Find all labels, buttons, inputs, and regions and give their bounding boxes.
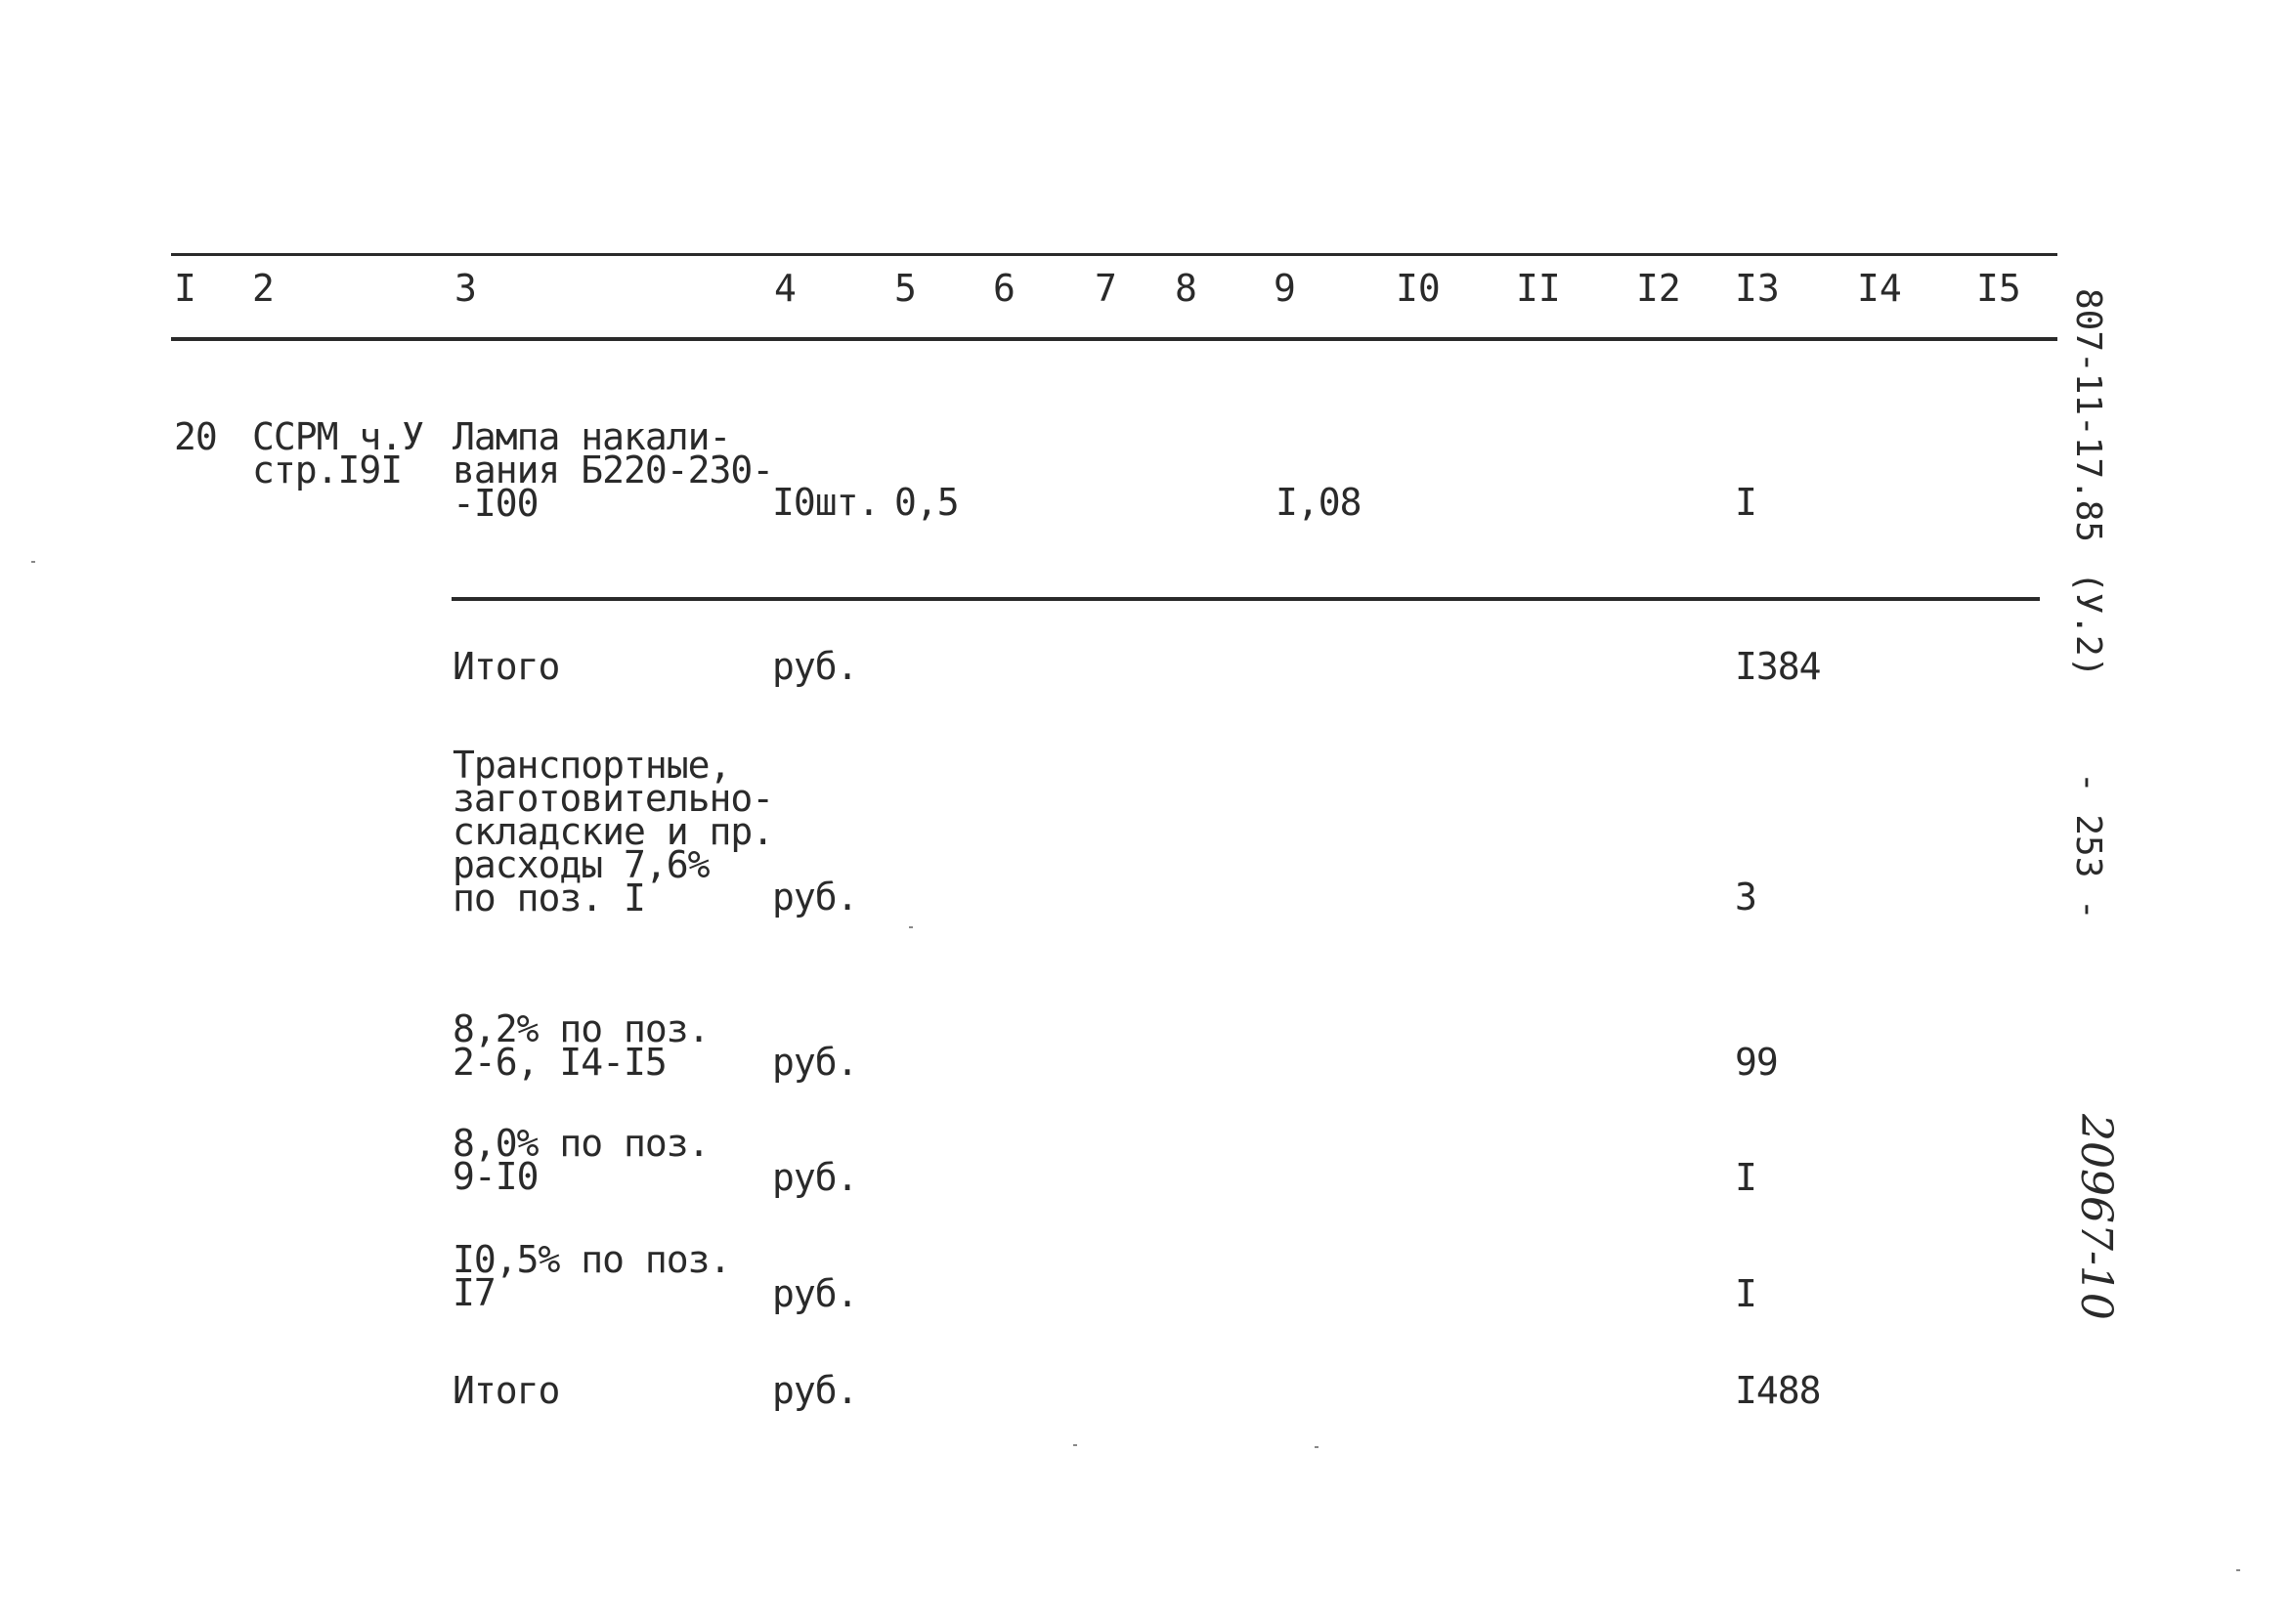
overhead-10-5-unit: руб. xyxy=(772,1272,858,1315)
transport-label: Транспортные, заготовительно- складские и пр. расходы 7,6% по поз. I xyxy=(453,744,774,919)
table-top-rule xyxy=(171,253,2057,256)
column-header-6: 6 xyxy=(993,267,1016,310)
item-source: ССРМ ч.У стр.I9I xyxy=(252,415,424,491)
overhead-8-2-label: 8,2% по поз. 2-6, I4-I5 xyxy=(453,1007,710,1084)
scan-speck xyxy=(909,926,913,928)
item-separator-rule xyxy=(452,597,2040,601)
item-unit: I0шт. xyxy=(772,481,880,524)
total-label: Итого xyxy=(453,645,560,688)
scan-speck xyxy=(1315,1446,1318,1448)
total-value: I384 xyxy=(1735,645,1821,688)
overhead-8-2-value: 99 xyxy=(1735,1041,1778,1084)
grand-total-value: I488 xyxy=(1735,1369,1821,1412)
item-col13: I xyxy=(1735,481,1756,524)
column-header-3: 3 xyxy=(454,267,477,310)
margin-volume: (У.2) xyxy=(2068,572,2108,678)
overhead-10-5-label: I0,5% по поз. I7 xyxy=(453,1238,731,1314)
overhead-8-0-label: 8,0% по поз. 9-I0 xyxy=(453,1122,710,1198)
header-bottom-rule xyxy=(171,337,2057,341)
overhead-8-0-unit: руб. xyxy=(772,1156,858,1199)
transport-unit: руб. xyxy=(772,876,858,919)
margin-inventory-number: 20967-10 xyxy=(2071,1114,2121,1320)
column-header-4: 4 xyxy=(774,267,797,310)
column-header-7: 7 xyxy=(1095,267,1117,310)
scan-speck xyxy=(1073,1444,1077,1446)
column-header-13: I3 xyxy=(1735,267,1780,310)
overhead-10-5-value: I xyxy=(1735,1272,1756,1315)
overhead-8-2-unit: руб. xyxy=(772,1041,858,1084)
column-header-8: 8 xyxy=(1175,267,1197,310)
item-col9: I,08 xyxy=(1275,481,1362,524)
scan-speck xyxy=(2236,1569,2240,1571)
item-name: Лампа накали- вания Б220-230- -I00 xyxy=(453,415,774,525)
column-header-1: I xyxy=(174,267,196,310)
transport-value: 3 xyxy=(1735,876,1756,919)
overhead-8-0-value: I xyxy=(1735,1156,1756,1199)
column-header-14: I4 xyxy=(1857,267,1902,310)
column-header-10: I0 xyxy=(1396,267,1441,310)
total-unit: руб. xyxy=(772,645,858,688)
grand-total-label: Итого xyxy=(453,1369,560,1412)
column-header-2: 2 xyxy=(252,267,275,310)
column-header-5: 5 xyxy=(894,267,917,310)
column-header-15: I5 xyxy=(1976,267,2021,310)
column-header-12: I2 xyxy=(1636,267,1681,310)
grand-total-unit: руб. xyxy=(772,1369,858,1412)
margin-page-number: - 253 - xyxy=(2068,772,2108,920)
item-number: 20 xyxy=(174,415,217,458)
margin-project-code: 807-11-17.85 xyxy=(2068,288,2108,543)
item-col5: 0,5 xyxy=(894,481,959,524)
column-header-9: 9 xyxy=(1274,267,1296,310)
column-header-11: II xyxy=(1516,267,1561,310)
scan-speck xyxy=(31,561,35,563)
